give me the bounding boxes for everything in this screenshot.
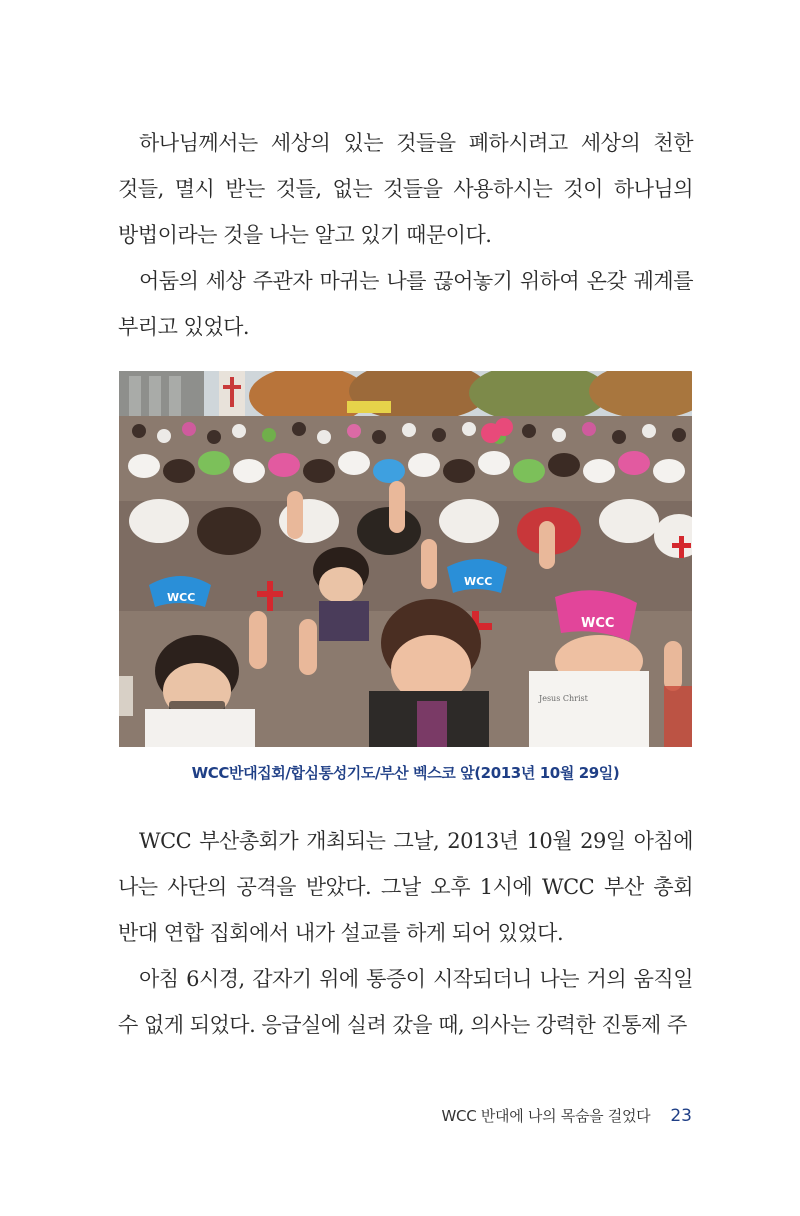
visor-label: WCC xyxy=(581,616,615,631)
paragraph: 하나님께서는 세상의 있는 것들을 폐하시려고 세상의 천한 것들, 멸시 받는 것들, 없는 것들을 사용하시는 것이 하나님의 방법이라는 것을 나는 알고 있기 때문이다. xyxy=(118,131,693,247)
body-text-top xyxy=(118,120,693,350)
photo-caption: WCC반대집회/합심통성기도/부산 벡스코 앞(2013년 10월 29일) xyxy=(191,764,620,782)
visor-label: WCC xyxy=(464,575,493,588)
page-footer xyxy=(442,1105,692,1126)
page-number: 23 xyxy=(670,1106,692,1126)
body-text-bottom xyxy=(118,818,693,1048)
running-title: WCC 반대에 나의 목숨을 걸었다 xyxy=(441,1107,651,1125)
shirt-label: Jesus Christ xyxy=(539,694,588,703)
paragraph: 아침 6시경, 갑자기 위에 통증이 시작되더니 나는 거의 움직일 수 없게 되었다. 응급실에 실려 갔을 때, 의사는 강력한 진통제 주 xyxy=(118,967,693,1037)
visor-label: WCC xyxy=(167,591,196,604)
rally-photo xyxy=(119,371,692,747)
paragraph: WCC 부산총회가 개최되는 그날, 2013년 10월 29일 아침에 나는 사단의 공격을 받았다. 그날 오후 1시에 WCC 부산 총회 반대 연합 집회에서 내가 설교를 하게 되어 있었다. xyxy=(118,829,693,945)
paragraph: 어둠의 세상 주관자 마귀는 나를 끊어놓기 위하여 온갖 궤계를 부리고 있었다. xyxy=(118,269,693,339)
